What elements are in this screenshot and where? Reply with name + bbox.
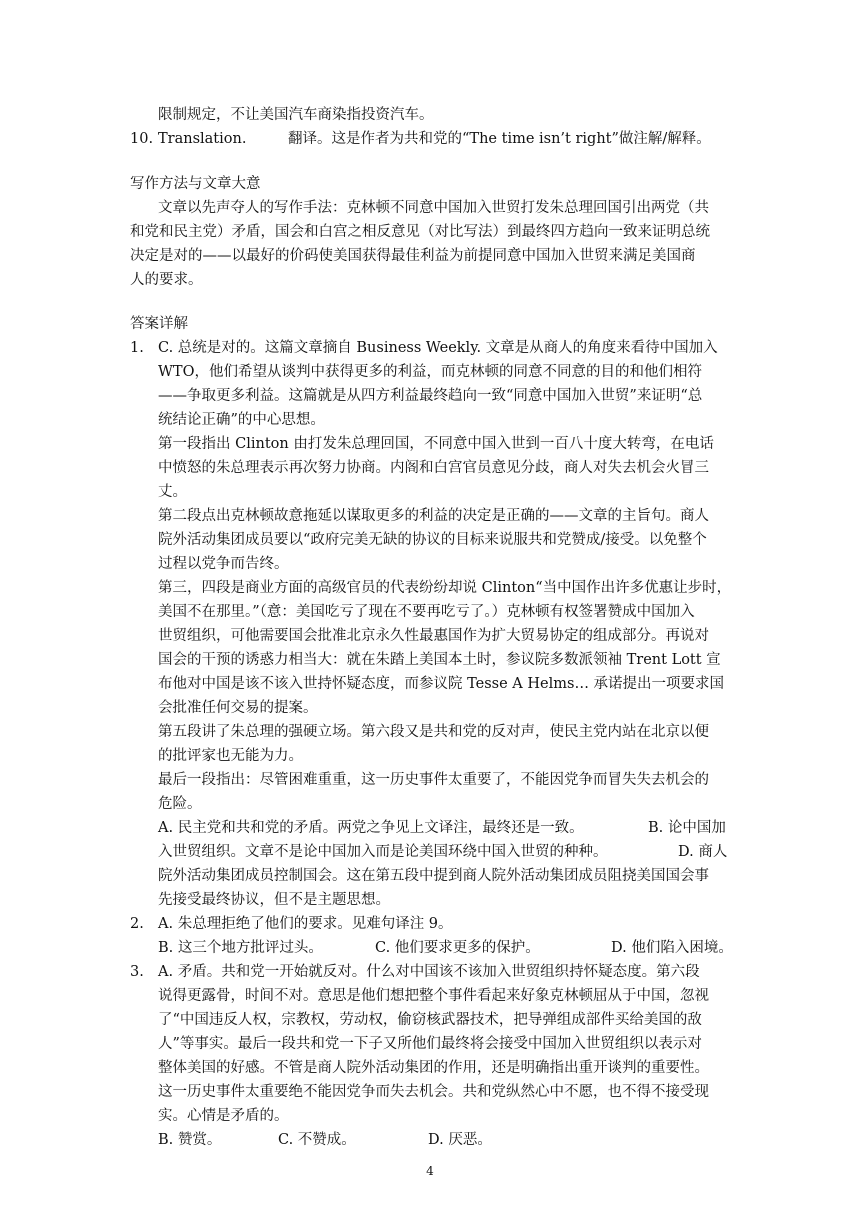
- writing-line: 决定是对的——以最好的价码使美国获得最佳利益为前提同意中国加入世贸来满足美国商: [130, 248, 696, 264]
- q1-line: 统结论正确”的中心思想。: [158, 412, 325, 428]
- item-10-text: 翻译。这是作者为共和党的“The time isn’t right”做注解/解释。: [288, 131, 711, 147]
- q3-line: 说得更露骨，时间不对。意思是他们想把整个事件看起来好象克林顿屈从于中国，忽视: [158, 988, 709, 1004]
- q1-line: C. 总统是对的。这篇文章摘自 Business Weekly. 文章是从商人的角度来看待中国加入: [158, 340, 718, 356]
- q1-line: 最后一段指出：尽管困难重重，这一历史事件太重要了，不能因党争而冒失失去机会的: [158, 772, 709, 788]
- writing-line: 和党和民主党）矛盾，国会和白宫之相反意见（对比写法）到最终四方趋向一致来证明总统: [130, 224, 710, 240]
- q1-option-line: 入世贸组织。文章不是论中国加入而是论美国环绕中国入世贸的种种。: [158, 844, 608, 860]
- q1-line: 中愤怒的朱总理表示再次努力协商。内阁和白宫官员意见分歧，商人对失去机会火冒三: [158, 460, 709, 476]
- continuation-line: 限制规定，不让美国汽车商染指投资汽车。: [158, 107, 434, 123]
- item-10-term: Translation.: [158, 131, 247, 147]
- q1-option-d: D. 商人: [678, 844, 728, 860]
- q1-line: 第五段讲了朱总理的强硬立场。第六段又是共和党的反对声，使民主党内站在北京以便: [158, 724, 709, 740]
- page-number: 4: [426, 1164, 434, 1178]
- q1-line: 过程以党争而告终。: [158, 556, 289, 572]
- q1-option-b: B. 论中国加: [648, 820, 726, 836]
- q1-line: 丈。: [158, 484, 187, 500]
- q3-option-c: C. 不赞成。: [278, 1132, 356, 1148]
- writing-heading: 写作方法与文章大意: [130, 176, 261, 192]
- q2-option-b: B. 这三个地方批评过头。: [158, 940, 323, 956]
- q3-line: 整体美国的好感。不管是商人院外活动集团的作用，还是明确指出重开谈判的重要性。: [158, 1060, 709, 1076]
- q1-line: WTO，他们希望从谈判中获得更多的利益，而克林顿的同意不同意的目的和他们相符: [158, 364, 702, 380]
- writing-line: 人的要求。: [130, 272, 203, 288]
- answers-heading: 答案详解: [130, 316, 188, 332]
- q1-line: 美国不在那里。”（意：美国吃亏了现在不要再吃亏了。）克林顿有权签署赞成中国加入: [158, 604, 695, 620]
- q3-option-b: B. 赞赏。: [158, 1132, 222, 1148]
- q1-line: 第一段指出 Clinton 由打发朱总理回国，不同意中国入世到一百八十度大转弯，在电话: [158, 436, 714, 452]
- q1-line: 院外活动集团成员要以“政府完美无缺的协议的目标来说服共和党赞成/接受。以免整个: [158, 532, 707, 548]
- q1-line: 第三，四段是商业方面的高级官员的代表纷纷却说 Clinton“当中国作出许多优惠让步时，: [158, 580, 732, 596]
- q2-option-c: C. 他们要求更多的保护。: [375, 940, 540, 956]
- q2-number: 2.: [130, 916, 144, 932]
- q3-option-d: D. 厌恶。: [428, 1132, 492, 1148]
- q1-option-line: 先接受最终协议，但不是主题思想。: [158, 892, 390, 908]
- q1-line: 的批评家也无能为力。: [158, 748, 303, 764]
- q3-line: 了“中国违反人权，宗教权，劳动权，偷窃核武器技术，把导弹组成部件买给美国的敌: [158, 1012, 702, 1028]
- item-10-number: 10.: [130, 131, 154, 147]
- q1-line: 危险。: [158, 796, 202, 812]
- q1-line: 会批准任何交易的提案。: [158, 700, 318, 716]
- writing-line: 文章以先声夺人的写作手法：克林顿不同意中国加入世贸打发朱总理回国引出两党（共: [158, 200, 709, 216]
- q1-line: 第二段点出克林顿故意拖延以谋取更多的利益的决定是正确的——文章的主旨句。商人: [158, 508, 709, 524]
- q1-number: 1.: [130, 340, 144, 356]
- q1-line: ——争取更多利益。这篇就是从四方利益最终趋向一致“同意中国加入世贸”来证明“总: [158, 388, 703, 404]
- q1-line: 布他对中国是该不该入世持怀疑态度，而参议院 Tesse A Helms… 承诺提出一项要求国: [158, 676, 725, 692]
- q3-line: A. 矛盾。共和党一开始就反对。什么对中国该不该加入世贸组织持怀疑态度。第六段: [158, 964, 700, 980]
- q2-option-d: D. 他们陷入困境。: [611, 940, 733, 956]
- q1-line: 世贸组织，可他需要国会批准北京永久性最惠国作为扩大贸易协定的组成部分。再说对: [158, 628, 709, 644]
- q3-line: 这一历史事件太重要绝不能因党争而失去机会。共和党纵然心中不愿，也不得不接受现: [158, 1084, 709, 1100]
- q2-option-a: A. 朱总理拒绝了他们的要求。见难句译注 9。: [158, 916, 453, 932]
- q1-option-a: A. 民主党和共和党的矛盾。两党之争见上文译注，最终还是一致。: [158, 820, 584, 836]
- q1-option-line: 院外活动集团成员控制国会。这在第五段中提到商人院外活动集团成员阻挠美国国会事: [158, 868, 709, 884]
- q3-line: 实。心情是矛盾的。: [158, 1108, 289, 1124]
- q3-number: 3.: [130, 964, 144, 980]
- q3-line: 人”等事实。最后一段共和党一下子又所他们最终将会接受中国加入世贸组织以表示对: [158, 1036, 702, 1052]
- q1-line: 国会的干预的诱惑力相当大：就在朱踏上美国本土时，参议院多数派领袖 Trent Lott 宣: [158, 652, 721, 668]
